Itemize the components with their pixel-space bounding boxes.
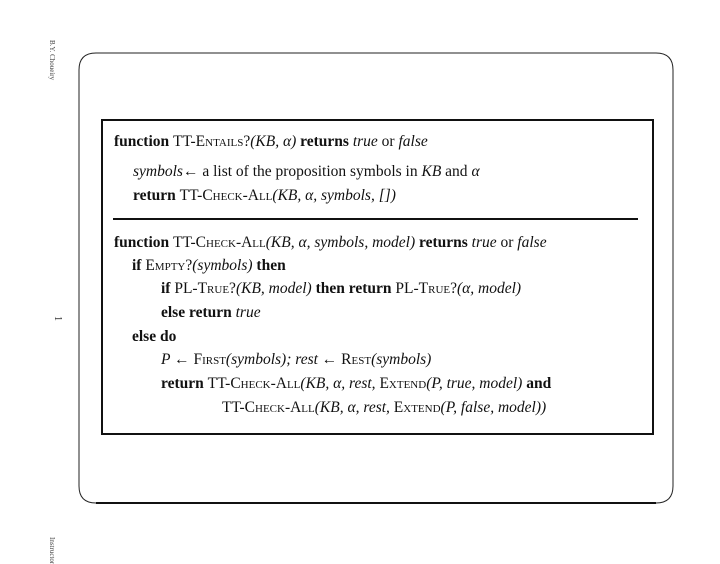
connective: or — [381, 133, 395, 150]
args: (KB, α) — [250, 133, 297, 150]
keyword: else do — [132, 328, 177, 345]
f2-assign-line — [161, 350, 431, 370]
variable: KB — [421, 163, 442, 180]
args: (P, true, model) — [426, 375, 523, 392]
footer-margin-text: Instructor — [48, 537, 56, 564]
function-name: Extend — [379, 375, 427, 392]
f1-symbols-line — [133, 162, 480, 182]
f2-if-pltrue-line — [161, 279, 521, 299]
keyword: and — [526, 375, 552, 392]
f2-return-line — [161, 374, 551, 394]
value: false — [517, 234, 547, 251]
variable: symbols — [133, 163, 183, 180]
function-name: TT-Entails? — [173, 133, 251, 150]
value: true — [235, 304, 261, 321]
args: (symbols); — [225, 351, 292, 368]
keyword: then return — [315, 280, 392, 297]
text: ← a list of the proposition symbols in — [182, 163, 418, 180]
function-name: Extend — [393, 399, 441, 416]
args: (P, false, model)) — [440, 399, 547, 416]
function-name: TT-Check-All — [222, 399, 315, 416]
args: (KB, α, symbols, model) — [265, 234, 416, 251]
variable: P ← — [161, 351, 190, 368]
value: true — [471, 234, 497, 251]
args: (KB, α, rest, — [300, 375, 376, 392]
section-divider — [113, 218, 638, 220]
page-number: 1 — [52, 316, 63, 321]
function-name: Empty? — [145, 257, 193, 274]
f2-else-return-line — [161, 303, 261, 323]
f1-return-line — [133, 186, 396, 206]
f1-signature — [114, 132, 428, 152]
text: and — [445, 163, 468, 180]
value: true — [352, 133, 378, 150]
connective: or — [500, 234, 514, 251]
f2-else-do-line — [132, 327, 176, 347]
function-name: TT-Check-All — [173, 234, 266, 251]
args: (KB, α, rest, — [314, 399, 390, 416]
function-name: TT-Check-All — [207, 375, 301, 392]
function-name: First — [193, 351, 226, 368]
variable: α — [471, 163, 480, 180]
keyword: if — [161, 280, 171, 297]
function-name: Rest — [341, 351, 372, 368]
function-name: PL-True? — [395, 280, 457, 297]
keyword: then — [256, 257, 286, 274]
keyword: return — [133, 187, 176, 204]
author-margin-text: B.Y. Choueiry — [48, 40, 56, 81]
f2-continuation-line — [222, 398, 546, 418]
args: (α, model) — [457, 280, 522, 297]
algorithm-box — [101, 119, 654, 435]
value: false — [398, 133, 428, 150]
keyword: else return — [161, 304, 232, 321]
variable: rest ← — [295, 351, 338, 368]
keyword: returns — [418, 234, 468, 251]
keyword: function — [114, 133, 170, 150]
args: (KB, α, symbols, []) — [272, 187, 396, 204]
keyword: if — [132, 257, 142, 274]
keyword: returns — [300, 133, 349, 150]
keyword: function — [114, 234, 170, 251]
f2-if-empty-line — [132, 256, 286, 276]
keyword: return — [161, 375, 204, 392]
args: (KB, model) — [235, 280, 312, 297]
function-name: PL-True? — [174, 280, 236, 297]
args: (symbols) — [192, 257, 253, 274]
function-name: TT-Check-All — [179, 187, 273, 204]
f2-signature — [114, 233, 547, 253]
args: (symbols) — [371, 351, 432, 368]
